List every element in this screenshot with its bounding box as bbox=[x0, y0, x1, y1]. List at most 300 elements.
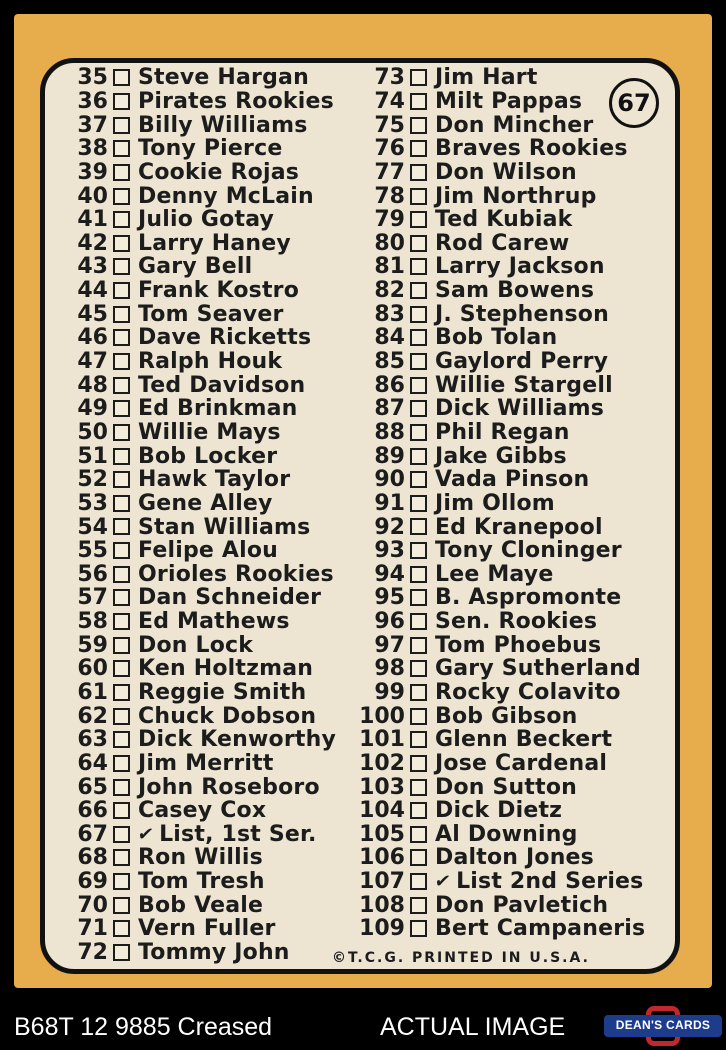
checklist-row bbox=[56, 870, 356, 894]
card-number: 41 bbox=[77, 207, 108, 233]
card-number: 101 bbox=[359, 727, 405, 753]
checklist-row bbox=[56, 799, 356, 823]
player-name: Dalton Jones bbox=[435, 845, 594, 871]
checkbox-icon bbox=[410, 164, 427, 181]
player-name: Frank Kostro bbox=[138, 278, 300, 304]
checklist-row bbox=[352, 184, 672, 208]
checklist-row bbox=[352, 137, 672, 161]
checklist-row bbox=[352, 255, 672, 279]
card-number: 36 bbox=[77, 88, 108, 114]
card-number: 46 bbox=[77, 325, 108, 351]
checkbox-icon bbox=[410, 69, 427, 86]
checklist-row bbox=[56, 610, 356, 634]
card-number: 39 bbox=[77, 159, 108, 185]
player-name: Bob Veale bbox=[138, 892, 264, 918]
player-name: Tom Tresh bbox=[138, 869, 265, 895]
checklist-row bbox=[352, 799, 672, 823]
player-name: Orioles Rookies bbox=[138, 561, 334, 587]
checkbox-icon bbox=[410, 235, 427, 252]
checklist-row bbox=[56, 444, 356, 468]
card-number: 71 bbox=[77, 916, 108, 942]
checkbox-icon bbox=[410, 282, 427, 299]
checklist-row bbox=[352, 90, 672, 114]
checklist-row bbox=[352, 870, 672, 894]
checkbox-icon bbox=[113, 235, 130, 252]
card-number: 67 bbox=[77, 821, 108, 847]
checklist-row bbox=[56, 302, 356, 326]
card-number: 44 bbox=[77, 278, 108, 304]
listing-label: B68T 12 9885 Creased bbox=[14, 1013, 273, 1041]
card-number: 83 bbox=[374, 301, 405, 327]
checklist-row bbox=[56, 515, 356, 539]
checkbox-icon bbox=[113, 69, 130, 86]
checkbox-icon bbox=[113, 660, 130, 677]
player-name: Ken Holtzman bbox=[138, 656, 314, 682]
checklist-row bbox=[352, 231, 672, 255]
checkbox-icon bbox=[113, 684, 130, 701]
card-number: 49 bbox=[77, 396, 108, 422]
player-name: Rod Carew bbox=[435, 230, 570, 256]
checkbox-icon bbox=[410, 779, 427, 796]
player-name: Vern Fuller bbox=[138, 916, 276, 942]
card-number: 93 bbox=[374, 538, 405, 564]
checkbox-icon bbox=[410, 566, 427, 583]
checkbox-icon bbox=[410, 589, 427, 606]
checklist-row bbox=[352, 279, 672, 303]
checkbox-icon bbox=[113, 826, 130, 843]
card-number: 76 bbox=[374, 136, 405, 162]
player-name: Jim Hart bbox=[435, 65, 538, 91]
checklist-row bbox=[352, 208, 672, 232]
player-name: Bob Gibson bbox=[435, 703, 578, 729]
checklist-row bbox=[352, 657, 672, 681]
checkbox-icon bbox=[410, 258, 427, 275]
card-number: 58 bbox=[77, 609, 108, 635]
checklist-row bbox=[56, 917, 356, 941]
checklist-row bbox=[352, 302, 672, 326]
player-name: Sam Bowens bbox=[435, 278, 595, 304]
checkbox-icon bbox=[113, 400, 130, 417]
checkbox-icon bbox=[113, 637, 130, 654]
player-name: Jose Cardenal bbox=[435, 750, 608, 776]
checkbox-icon bbox=[113, 329, 130, 346]
checklist-row bbox=[56, 184, 356, 208]
player-name: B. Aspromonte bbox=[435, 585, 622, 611]
checkbox-icon bbox=[113, 93, 130, 110]
checkbox-icon bbox=[410, 495, 427, 512]
card-number: 103 bbox=[359, 774, 405, 800]
checklist-row bbox=[56, 397, 356, 421]
checkbox-icon bbox=[410, 660, 427, 677]
checkbox-icon bbox=[410, 306, 427, 323]
player-name: List 2nd Series bbox=[456, 869, 644, 895]
checkbox-icon bbox=[113, 849, 130, 866]
checkbox-icon bbox=[113, 731, 130, 748]
card-number: 99 bbox=[374, 679, 405, 705]
checklist-row bbox=[352, 113, 672, 137]
checklist-row bbox=[352, 610, 672, 634]
checklist-row bbox=[56, 137, 356, 161]
deans-cards-logo bbox=[604, 1006, 722, 1046]
player-name: Don Lock bbox=[138, 632, 254, 658]
card-number: 59 bbox=[77, 632, 108, 658]
checklist-row bbox=[56, 492, 356, 516]
checkbox-icon bbox=[113, 164, 130, 181]
checklist-row bbox=[352, 350, 672, 374]
player-name: Bob Tolan bbox=[435, 325, 558, 351]
card-number: 35 bbox=[77, 65, 108, 91]
player-name: Dave Ricketts bbox=[138, 325, 312, 351]
card-number: 37 bbox=[77, 112, 108, 138]
player-name: Tony Pierce bbox=[138, 136, 283, 162]
checkbox-icon bbox=[113, 944, 130, 961]
checklist-row bbox=[56, 90, 356, 114]
checkbox-icon bbox=[113, 779, 130, 796]
checkbox-icon bbox=[113, 140, 130, 157]
checkbox-icon bbox=[113, 566, 130, 583]
checkbox-icon bbox=[410, 211, 427, 228]
checklist-row bbox=[352, 846, 672, 870]
checkmark-icon: ✔ bbox=[136, 823, 155, 845]
player-name: Don Sutton bbox=[435, 774, 578, 800]
checkbox-icon bbox=[113, 802, 130, 819]
checkbox-icon bbox=[410, 400, 427, 417]
player-name: Casey Cox bbox=[138, 798, 267, 824]
card-number: 85 bbox=[374, 349, 405, 375]
checkbox-icon bbox=[113, 377, 130, 394]
checklist-row bbox=[56, 775, 356, 799]
card-number: 63 bbox=[77, 727, 108, 753]
card-number: 100 bbox=[359, 703, 405, 729]
player-name: Ted Kubiak bbox=[435, 207, 573, 233]
checkbox-icon bbox=[410, 637, 427, 654]
card-number: 87 bbox=[374, 396, 405, 422]
card-number: 97 bbox=[374, 632, 405, 658]
player-name: Braves Rookies bbox=[435, 136, 628, 162]
player-name: Jim Northrup bbox=[435, 183, 597, 209]
card-number: 91 bbox=[374, 490, 405, 516]
player-name: Tom Phoebus bbox=[435, 632, 602, 658]
checkbox-icon bbox=[113, 495, 130, 512]
card-number: 95 bbox=[374, 585, 405, 611]
player-name: Tom Seaver bbox=[138, 301, 284, 327]
card-number: 73 bbox=[374, 65, 405, 91]
checklist-row bbox=[352, 752, 672, 776]
player-name: Larry Haney bbox=[138, 230, 291, 256]
checklist-row bbox=[56, 728, 356, 752]
checkbox-icon bbox=[113, 542, 130, 559]
card-number: 105 bbox=[359, 821, 405, 847]
card-number: 55 bbox=[77, 538, 108, 564]
checklist-row bbox=[56, 941, 356, 965]
checklist-row bbox=[352, 728, 672, 752]
checklist-row bbox=[352, 775, 672, 799]
checklist-row bbox=[56, 681, 356, 705]
player-name: Steve Hargan bbox=[138, 65, 309, 91]
card-number: 62 bbox=[77, 703, 108, 729]
checkbox-icon bbox=[113, 258, 130, 275]
checklist-row bbox=[56, 823, 356, 847]
checkbox-icon bbox=[113, 211, 130, 228]
card-number: 57 bbox=[77, 585, 108, 611]
card-number: 52 bbox=[77, 467, 108, 493]
card-number: 68 bbox=[77, 845, 108, 871]
checkbox-icon bbox=[410, 684, 427, 701]
checklist-row bbox=[56, 893, 356, 917]
checklist-row bbox=[352, 893, 672, 917]
player-name: J. Stephenson bbox=[435, 301, 609, 327]
card-number: 43 bbox=[77, 254, 108, 280]
checklist-row bbox=[352, 562, 672, 586]
player-name: Gaylord Perry bbox=[435, 349, 609, 375]
player-name: Hawk Taylor bbox=[138, 467, 291, 493]
player-name: Ron Willis bbox=[138, 845, 263, 871]
card-number: 75 bbox=[374, 112, 405, 138]
player-name: Phil Regan bbox=[435, 419, 570, 445]
player-name: Julio Gotay bbox=[138, 207, 275, 233]
checklist-row bbox=[56, 633, 356, 657]
player-name: Bert Campaneris bbox=[435, 916, 646, 942]
checkbox-icon bbox=[410, 802, 427, 819]
player-name: Felipe Alou bbox=[138, 538, 279, 564]
checklist-row bbox=[352, 633, 672, 657]
checklist-row bbox=[352, 468, 672, 492]
card-number: 89 bbox=[374, 443, 405, 469]
player-name: Ed Kranepool bbox=[435, 514, 603, 540]
card-number: 45 bbox=[77, 301, 108, 327]
checklist-row bbox=[56, 657, 356, 681]
player-name: Gary Sutherland bbox=[435, 656, 642, 682]
card-number: 81 bbox=[374, 254, 405, 280]
card-number: 77 bbox=[374, 159, 405, 185]
player-name: Don Mincher bbox=[435, 112, 594, 138]
checklist-row bbox=[56, 350, 356, 374]
checkbox-icon bbox=[113, 920, 130, 937]
checklist-row bbox=[352, 492, 672, 516]
checklist-row bbox=[56, 562, 356, 586]
player-name: Milt Pappas bbox=[435, 88, 583, 114]
card-number: 80 bbox=[374, 230, 405, 256]
checklist-row bbox=[56, 255, 356, 279]
checkbox-icon bbox=[410, 755, 427, 772]
card-number: 104 bbox=[359, 798, 405, 824]
checkbox-icon bbox=[113, 873, 130, 890]
checklist-row bbox=[352, 66, 672, 90]
card-number: 47 bbox=[77, 349, 108, 375]
player-name: List, 1st Ser. bbox=[159, 821, 317, 847]
card-number: 96 bbox=[374, 609, 405, 635]
player-name: Stan Williams bbox=[138, 514, 311, 540]
checkbox-icon bbox=[410, 731, 427, 748]
player-name: Billy Williams bbox=[138, 112, 308, 138]
card-number: 74 bbox=[374, 88, 405, 114]
checklist-row bbox=[56, 468, 356, 492]
checklist-row bbox=[352, 704, 672, 728]
card-number: 61 bbox=[77, 679, 108, 705]
player-name: Gary Bell bbox=[138, 254, 253, 280]
player-name: John Roseboro bbox=[138, 774, 320, 800]
card-number: 60 bbox=[77, 656, 108, 682]
checkbox-icon bbox=[113, 897, 130, 914]
checklist-row bbox=[352, 161, 672, 185]
card-number: 65 bbox=[77, 774, 108, 800]
checkbox-icon bbox=[113, 306, 130, 323]
player-name: Reggie Smith bbox=[138, 679, 307, 705]
player-name: Vada Pinson bbox=[435, 467, 590, 493]
checkbox-icon bbox=[113, 424, 130, 441]
checklist-row bbox=[56, 161, 356, 185]
player-name: Cookie Rojas bbox=[138, 159, 300, 185]
checkbox-icon bbox=[410, 613, 427, 630]
card-number: 66 bbox=[77, 798, 108, 824]
player-name: Dick Dietz bbox=[435, 798, 563, 824]
player-name: Don Wilson bbox=[435, 159, 577, 185]
checkbox-icon bbox=[410, 849, 427, 866]
checkbox-icon bbox=[113, 471, 130, 488]
player-name: Al Downing bbox=[435, 821, 578, 847]
checkbox-icon bbox=[113, 188, 130, 205]
logo-text: DEAN'S CARDS bbox=[615, 1018, 711, 1032]
checklist-number-badge: 67 bbox=[609, 78, 659, 128]
card-number: 40 bbox=[77, 183, 108, 209]
checkbox-icon bbox=[410, 329, 427, 346]
checklist-row bbox=[56, 208, 356, 232]
checkbox-icon bbox=[113, 613, 130, 630]
checkbox-icon bbox=[113, 448, 130, 465]
checklist-row bbox=[56, 539, 356, 563]
checkbox-icon bbox=[113, 282, 130, 299]
player-name: Ralph Houk bbox=[138, 349, 283, 375]
checklist-left-column bbox=[56, 66, 356, 964]
checklist-right-column bbox=[352, 66, 672, 941]
card-number: 54 bbox=[77, 514, 108, 540]
checklist-row bbox=[352, 586, 672, 610]
checklist-row bbox=[56, 421, 356, 445]
card-number: 69 bbox=[77, 869, 108, 895]
player-name: Denny McLain bbox=[138, 183, 314, 209]
checklist-row bbox=[56, 66, 356, 90]
card-number: 38 bbox=[77, 136, 108, 162]
checkbox-icon bbox=[410, 897, 427, 914]
player-name: Chuck Dobson bbox=[138, 703, 317, 729]
player-name: Dan Schneider bbox=[138, 585, 322, 611]
player-name: Ted Davidson bbox=[138, 372, 306, 398]
checklist-row bbox=[352, 823, 672, 847]
card-number: 64 bbox=[77, 750, 108, 776]
checkbox-icon bbox=[410, 920, 427, 937]
checkbox-icon bbox=[410, 518, 427, 535]
card-number: 98 bbox=[374, 656, 405, 682]
checkbox-icon bbox=[410, 826, 427, 843]
card-number: 90 bbox=[374, 467, 405, 493]
player-name: Ed Mathews bbox=[138, 609, 290, 635]
player-name: Jim Ollom bbox=[435, 490, 555, 516]
checkbox-icon bbox=[113, 589, 130, 606]
checkbox-icon bbox=[410, 140, 427, 157]
player-name: Tommy John bbox=[138, 940, 290, 966]
card-number: 92 bbox=[374, 514, 405, 540]
player-name: Glenn Beckert bbox=[435, 727, 613, 753]
checklist-row bbox=[56, 326, 356, 350]
player-name: Gene Alley bbox=[138, 490, 273, 516]
checkbox-icon bbox=[410, 471, 427, 488]
player-name: Don Pavletich bbox=[435, 892, 609, 918]
copyright-line: ©T.C.G. PRINTED IN U.S.A. bbox=[332, 950, 590, 966]
player-name: Willie Mays bbox=[138, 419, 281, 445]
card-number: 107 bbox=[359, 869, 405, 895]
card-number: 86 bbox=[374, 372, 405, 398]
checklist-row bbox=[56, 752, 356, 776]
player-name: Rocky Colavito bbox=[435, 679, 621, 705]
player-name: Ed Brinkman bbox=[138, 396, 298, 422]
checklist-row bbox=[352, 515, 672, 539]
checklist-row bbox=[56, 373, 356, 397]
card-number: 82 bbox=[374, 278, 405, 304]
checklist-row bbox=[56, 704, 356, 728]
player-name: Willie Stargell bbox=[435, 372, 613, 398]
checkbox-icon bbox=[410, 708, 427, 725]
checklist-row bbox=[352, 397, 672, 421]
checkbox-icon bbox=[410, 448, 427, 465]
checkbox-icon bbox=[410, 377, 427, 394]
card-number: 108 bbox=[359, 892, 405, 918]
checkbox-icon bbox=[113, 708, 130, 725]
card-number: 94 bbox=[374, 561, 405, 587]
player-name: Lee Maye bbox=[435, 561, 554, 587]
checklist-row bbox=[56, 846, 356, 870]
card-number: 53 bbox=[77, 490, 108, 516]
checkbox-icon bbox=[113, 755, 130, 772]
player-name: Sen. Rookies bbox=[435, 609, 598, 635]
player-name: Jim Merritt bbox=[138, 750, 274, 776]
checklist-row bbox=[56, 231, 356, 255]
card-number: 72 bbox=[77, 940, 108, 966]
player-name: Dick Williams bbox=[435, 396, 605, 422]
card-number: 106 bbox=[359, 845, 405, 871]
card-number: 50 bbox=[77, 419, 108, 445]
checklist-row bbox=[352, 326, 672, 350]
checklist-row bbox=[352, 373, 672, 397]
checkbox-icon bbox=[410, 188, 427, 205]
card-number: 88 bbox=[374, 419, 405, 445]
card-number: 42 bbox=[77, 230, 108, 256]
player-name: Pirates Rookies bbox=[138, 88, 334, 114]
player-name: Bob Locker bbox=[138, 443, 278, 469]
card-number: 79 bbox=[374, 207, 405, 233]
checkbox-icon bbox=[113, 353, 130, 370]
checkbox-icon bbox=[113, 518, 130, 535]
card-number: 78 bbox=[374, 183, 405, 209]
card-number: 51 bbox=[77, 443, 108, 469]
checklist-row bbox=[352, 421, 672, 445]
card-number: 84 bbox=[374, 325, 405, 351]
player-name: Dick Kenworthy bbox=[138, 727, 336, 753]
checklist-row bbox=[56, 113, 356, 137]
checkbox-icon bbox=[113, 117, 130, 134]
card-number: 102 bbox=[359, 750, 405, 776]
checkbox-icon bbox=[410, 117, 427, 134]
checkbox-icon bbox=[410, 873, 427, 890]
card-number: 70 bbox=[77, 892, 108, 918]
player-name: Tony Cloninger bbox=[435, 538, 622, 564]
actual-image-label: ACTUAL IMAGE bbox=[380, 1013, 566, 1041]
card-number: 109 bbox=[359, 916, 405, 942]
player-name: Larry Jackson bbox=[435, 254, 605, 280]
checkbox-icon bbox=[410, 353, 427, 370]
card-number: 48 bbox=[77, 372, 108, 398]
checklist-row bbox=[56, 279, 356, 303]
player-name: Jake Gibbs bbox=[435, 443, 567, 469]
